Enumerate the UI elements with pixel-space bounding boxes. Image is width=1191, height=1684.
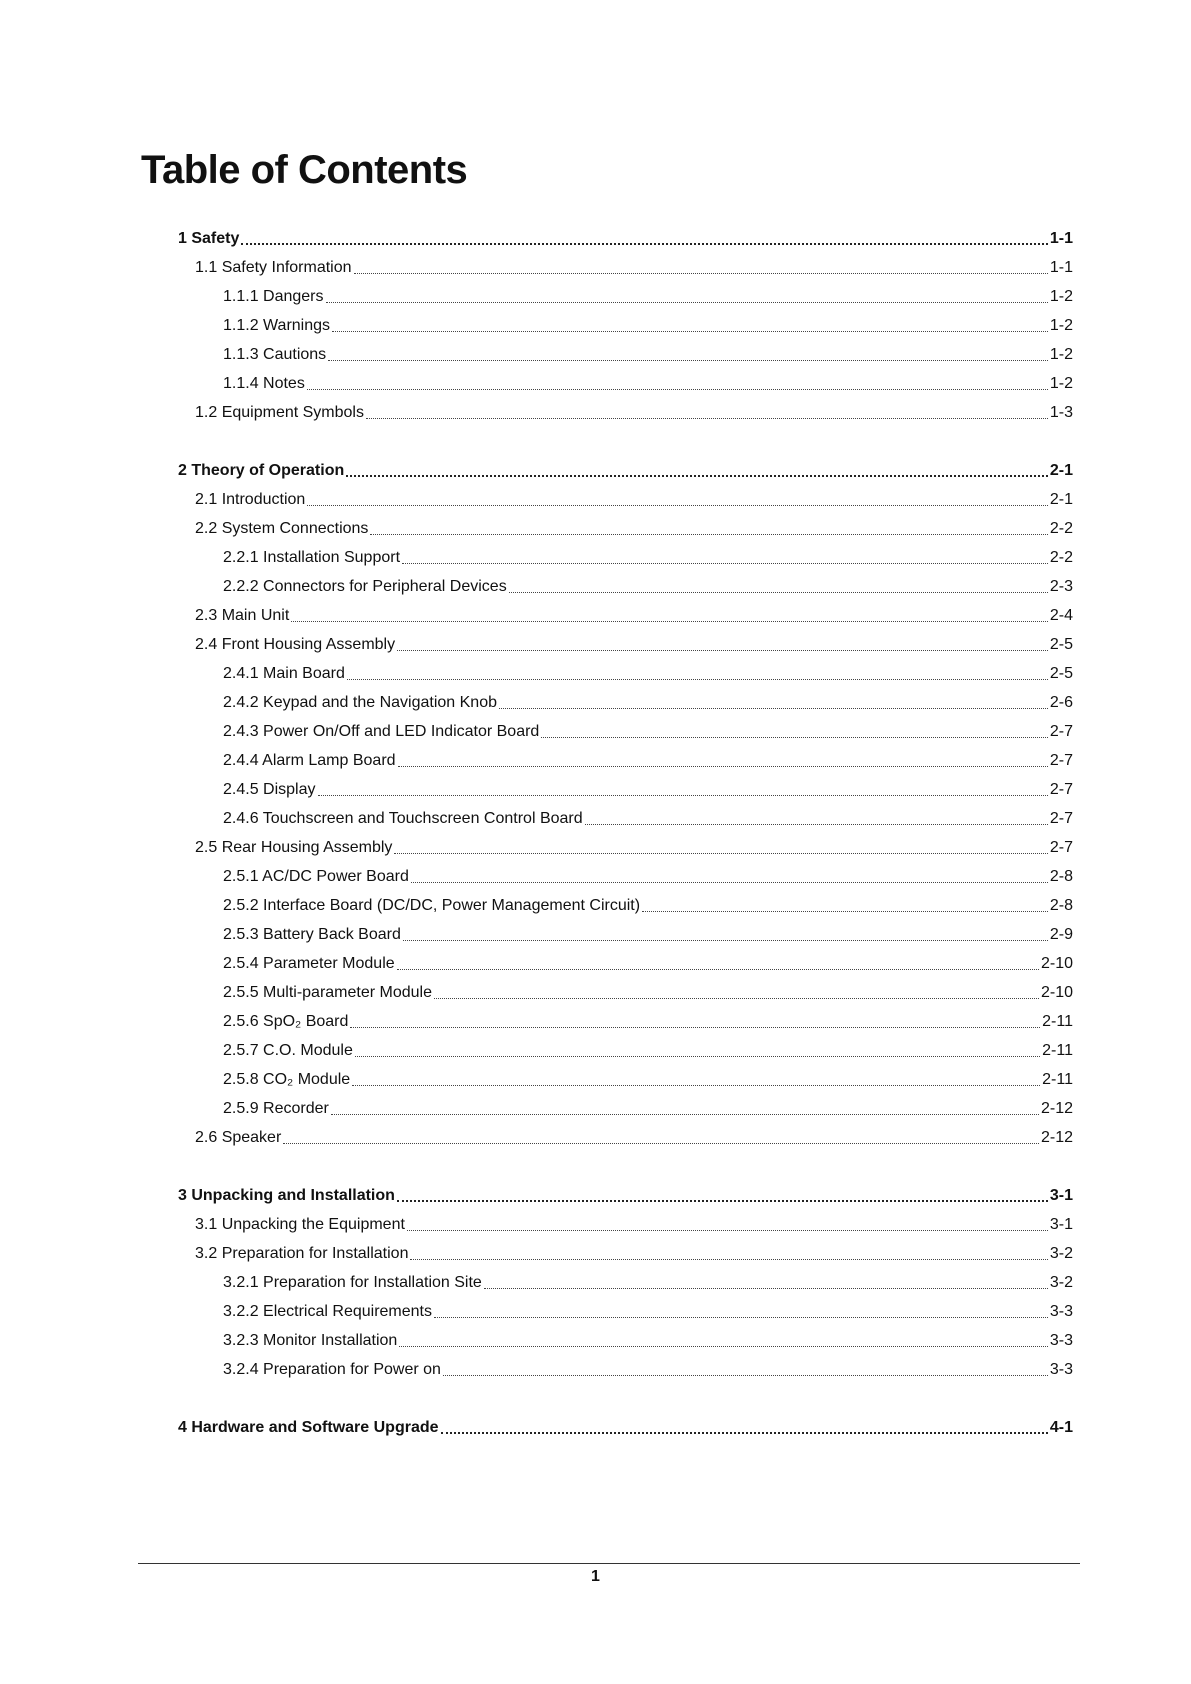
dot-leader xyxy=(443,1375,1048,1376)
toc-entry-2-4-2-keypad-and-the-navigation-knob[interactable] xyxy=(0,691,1073,715)
toc-entry-label: 1 Safety xyxy=(178,230,240,247)
toc-entry-page: 2-2 xyxy=(1049,520,1073,537)
toc-entry-1-1-2-warnings[interactable] xyxy=(0,314,1073,338)
toc-entry-label: 2.4.3 Power On/Off and LED Indicator Board xyxy=(223,723,540,740)
toc-entry-2-3-main-unit[interactable] xyxy=(0,604,1073,628)
toc-entry-label: 1.2 Equipment Symbols xyxy=(195,404,364,421)
dot-leader xyxy=(642,911,1048,912)
dot-leader xyxy=(370,534,1047,535)
dot-leader xyxy=(541,737,1048,738)
dot-leader xyxy=(410,1259,1047,1260)
toc-entry-2-5-8-co-module[interactable] xyxy=(0,1068,1073,1092)
toc-entry-1-1-1-dangers[interactable] xyxy=(0,285,1073,309)
toc-entry-3-2-3-monitor-installation[interactable] xyxy=(0,1329,1073,1353)
dot-leader xyxy=(366,418,1048,419)
toc-entry-label: 2.5 Rear Housing Assembly xyxy=(195,839,393,856)
toc-entry-page: 2-5 xyxy=(1049,636,1073,653)
page-number: 1 xyxy=(591,1568,600,1585)
dot-leader xyxy=(241,243,1048,245)
toc-entry-label: 1.1 Safety Information xyxy=(195,259,352,276)
toc-entry-page: 2-7 xyxy=(1049,781,1073,798)
toc-entry-page: 2-11 xyxy=(1042,1042,1073,1059)
toc-entry-page: 2-4 xyxy=(1049,607,1073,624)
toc-entry-1-2-equipment-symbols[interactable] xyxy=(0,401,1073,425)
toc-entry-page: 3-1 xyxy=(1049,1187,1073,1204)
dot-leader xyxy=(347,679,1048,680)
toc-entry-label: 2.5.5 Multi-parameter Module xyxy=(223,984,432,1001)
toc-entry-label: 3.2.4 Preparation for Power on xyxy=(223,1361,441,1378)
toc-entry-label: 2.5.6 SpO₂ Board xyxy=(223,1013,349,1030)
toc-entry-page: 2-6 xyxy=(1049,694,1073,711)
toc-entry-3-2-2-electrical-requirements[interactable] xyxy=(0,1300,1073,1324)
toc-entry-label: 3.2.1 Preparation for Installation Site xyxy=(223,1274,482,1291)
toc-entry-label: 2.4 Front Housing Assembly xyxy=(195,636,396,653)
dot-leader xyxy=(499,708,1048,709)
toc-entry-page: 2-10 xyxy=(1040,955,1073,972)
toc-entry-page: 2-5 xyxy=(1049,665,1073,682)
toc-entry-2-5-4-parameter-module[interactable] xyxy=(0,952,1073,976)
toc-entry-label: 3.2 Preparation for Installation xyxy=(195,1245,409,1262)
toc-entry-label: 2.2.1 Installation Support xyxy=(223,549,401,566)
toc-entry-2-4-1-main-board[interactable] xyxy=(0,662,1073,686)
toc-entry-2-2-1-installation-support[interactable] xyxy=(0,546,1073,570)
toc-entry-page: 2-9 xyxy=(1049,926,1073,943)
dot-leader xyxy=(398,766,1048,767)
toc-entry-page: 2-7 xyxy=(1049,810,1073,827)
toc-entry-page: 2-7 xyxy=(1049,752,1073,769)
toc-entry-1-1-4-notes[interactable] xyxy=(0,372,1073,396)
toc-entry-label: 2.1 Introduction xyxy=(195,491,306,508)
dot-leader xyxy=(355,1056,1040,1057)
footer-rule xyxy=(138,1563,1080,1564)
dot-leader xyxy=(403,940,1048,941)
dot-leader xyxy=(411,882,1048,883)
dot-leader xyxy=(434,998,1039,999)
toc-entry-3-2-preparation-for-installation[interactable] xyxy=(0,1242,1073,1266)
toc-entry-1-1-3-cautions[interactable] xyxy=(0,343,1073,367)
toc-entry-2-5-rear-housing-assembly[interactable] xyxy=(0,836,1073,860)
toc-entry-2-5-1-ac-dc-power-board[interactable] xyxy=(0,865,1073,889)
toc-entry-label: 1.1.4 Notes xyxy=(223,375,305,392)
toc-entry-page: 2-8 xyxy=(1049,897,1073,914)
toc-entry-page: 3-2 xyxy=(1049,1245,1073,1262)
toc-entry-page: 2-8 xyxy=(1049,868,1073,885)
dot-leader xyxy=(402,563,1048,564)
dot-leader xyxy=(350,1027,1040,1028)
dot-leader xyxy=(397,969,1039,970)
toc-entry-label: 1.1.2 Warnings xyxy=(223,317,331,334)
toc-entry-page: 1-2 xyxy=(1049,317,1073,334)
toc-entry-3-1-unpacking-the-equipment[interactable] xyxy=(0,1213,1073,1237)
toc-entry-page: 2-2 xyxy=(1049,549,1073,566)
toc-entry-label: 4 Hardware and Software Upgrade xyxy=(178,1419,439,1436)
toc-entry-2-5-9-recorder[interactable] xyxy=(0,1097,1073,1121)
toc-entry-label: 2.4.5 Display xyxy=(223,781,316,798)
toc-entry-page: 2-7 xyxy=(1049,839,1073,856)
toc-entry-label: 2.4.2 Keypad and the Navigation Knob xyxy=(223,694,497,711)
toc-entry-label: 2.4.4 Alarm Lamp Board xyxy=(223,752,396,769)
toc-entry-2-4-4-alarm-lamp-board[interactable] xyxy=(0,749,1073,773)
toc-entry-page: 2-1 xyxy=(1049,462,1073,479)
toc-entry-page: 1-2 xyxy=(1049,288,1073,305)
toc-entry-page: 1-2 xyxy=(1049,375,1073,392)
toc-entry-label: 2.5.2 Interface Board (DC/DC, Power Management Circuit) xyxy=(223,897,641,914)
toc-entry-2-2-system-connections[interactable] xyxy=(0,517,1073,541)
toc-entry-1-safety[interactable] xyxy=(0,227,1073,251)
toc-entry-label: 2.6 Speaker xyxy=(195,1129,282,1146)
toc-entry-page: 3-3 xyxy=(1049,1361,1073,1378)
dot-leader xyxy=(283,1143,1039,1144)
toc-entry-2-5-3-battery-back-board[interactable] xyxy=(0,923,1073,947)
toc-entry-label: 3.2.2 Electrical Requirements xyxy=(223,1303,432,1320)
toc-entry-2-5-7-c-o-module[interactable] xyxy=(0,1039,1073,1063)
toc-entry-label: 1.1.1 Dangers xyxy=(223,288,324,305)
toc-entry-2-1-introduction[interactable] xyxy=(0,488,1073,512)
dot-leader xyxy=(434,1317,1048,1318)
dot-leader xyxy=(407,1230,1048,1231)
dot-leader xyxy=(354,273,1048,274)
dot-leader xyxy=(326,302,1048,303)
toc-entry-label: 3.1 Unpacking the Equipment xyxy=(195,1216,405,1233)
toc-entry-label: 2 Theory of Operation xyxy=(178,462,345,479)
toc-entry-page: 1-3 xyxy=(1049,404,1073,421)
toc-entry-page: 2-12 xyxy=(1040,1100,1073,1117)
toc-entry-label: 3.2.3 Monitor Installation xyxy=(223,1332,398,1349)
toc-entry-label: 2.2.2 Connectors for Peripheral Devices xyxy=(223,578,507,595)
dot-leader xyxy=(328,360,1048,361)
toc-entry-2-2-2-connectors-for-peripheral-devices[interactable] xyxy=(0,575,1073,599)
toc-entry-2-5-5-multi-parameter-module[interactable] xyxy=(0,981,1073,1005)
toc-entry-2-4-3-power-on-off-and-led-indicator-board[interactable] xyxy=(0,720,1073,744)
toc-entry-page: 2-12 xyxy=(1040,1129,1073,1146)
toc-entry-3-2-1-preparation-for-installation-site[interactable] xyxy=(0,1271,1073,1295)
dot-leader xyxy=(352,1085,1040,1086)
dot-leader xyxy=(397,1200,1048,1202)
dot-leader xyxy=(331,1114,1039,1115)
toc-entry-2-4-front-housing-assembly[interactable] xyxy=(0,633,1073,657)
toc-entry-label: 2.5.3 Battery Back Board xyxy=(223,926,401,943)
toc-entry-label: 2.5.9 Recorder xyxy=(223,1100,329,1117)
toc-entry-page: 3-1 xyxy=(1049,1216,1073,1233)
dot-leader xyxy=(397,650,1048,651)
toc-entry-label: 2.5.1 AC/DC Power Board xyxy=(223,868,409,885)
page-title: Table of Contents xyxy=(141,148,468,192)
toc-entry-page: 2-1 xyxy=(1049,491,1073,508)
toc-entry-3-unpacking-and-installation[interactable] xyxy=(0,1184,1073,1208)
toc-entry-label: 1.1.3 Cautions xyxy=(223,346,327,363)
toc-entry-2-4-5-display[interactable] xyxy=(0,778,1073,802)
dot-leader xyxy=(394,853,1047,854)
toc-entry-label: 2.4.1 Main Board xyxy=(223,665,345,682)
toc-entry-page: 2-3 xyxy=(1049,578,1073,595)
dot-leader xyxy=(399,1346,1048,1347)
toc-entry-page: 3-3 xyxy=(1049,1303,1073,1320)
toc-entry-label: 2.5.7 C.O. Module xyxy=(223,1042,353,1059)
toc-entry-label: 3 Unpacking and Installation xyxy=(178,1187,395,1204)
toc-entry-page: 2-10 xyxy=(1040,984,1073,1001)
toc-entry-label: 2.5.4 Parameter Module xyxy=(223,955,395,972)
dot-leader xyxy=(318,795,1048,796)
toc-entry-label: 2.5.8 CO₂ Module xyxy=(223,1071,351,1088)
toc-entry-page: 3-3 xyxy=(1049,1332,1073,1349)
toc-entry-3-2-4-preparation-for-power-on[interactable] xyxy=(0,1358,1073,1382)
dot-leader xyxy=(509,592,1048,593)
toc-entry-4-hardware-and-software-upgrade[interactable] xyxy=(0,1416,1073,1440)
toc-entry-page: 1-1 xyxy=(1049,230,1073,247)
toc-entry-2-6-speaker[interactable] xyxy=(0,1126,1073,1150)
toc-entry-page: 2-7 xyxy=(1049,723,1073,740)
toc-entry-page: 3-2 xyxy=(1049,1274,1073,1291)
toc-entry-2-theory-of-operation[interactable] xyxy=(0,459,1073,483)
toc-entry-2-5-2-interface-board-dc-dc-power-management-circuit[interactable] xyxy=(0,894,1073,918)
dot-leader xyxy=(585,824,1048,825)
dot-leader xyxy=(441,1432,1048,1434)
dot-leader xyxy=(484,1288,1048,1289)
toc-entry-page: 1-1 xyxy=(1049,259,1073,276)
toc-entry-page: 1-2 xyxy=(1049,346,1073,363)
toc-entry-page: 4-1 xyxy=(1049,1419,1073,1436)
dot-leader xyxy=(291,621,1048,622)
toc-entry-label: 2.4.6 Touchscreen and Touchscreen Control Board xyxy=(223,810,583,827)
dot-leader xyxy=(346,475,1048,477)
dot-leader xyxy=(307,389,1048,390)
toc-entry-2-5-6-spo-board[interactable] xyxy=(0,1010,1073,1034)
toc-entry-page: 2-11 xyxy=(1042,1071,1073,1088)
dot-leader xyxy=(332,331,1048,332)
toc-entry-label: 2.2 System Connections xyxy=(195,520,369,537)
toc-entry-1-1-safety-information[interactable] xyxy=(0,256,1073,280)
toc-entry-2-4-6-touchscreen-and-touchscreen-control-board[interactable] xyxy=(0,807,1073,831)
toc-entry-label: 2.3 Main Unit xyxy=(195,607,290,624)
dot-leader xyxy=(307,505,1048,506)
toc-entry-page: 2-11 xyxy=(1042,1013,1073,1030)
